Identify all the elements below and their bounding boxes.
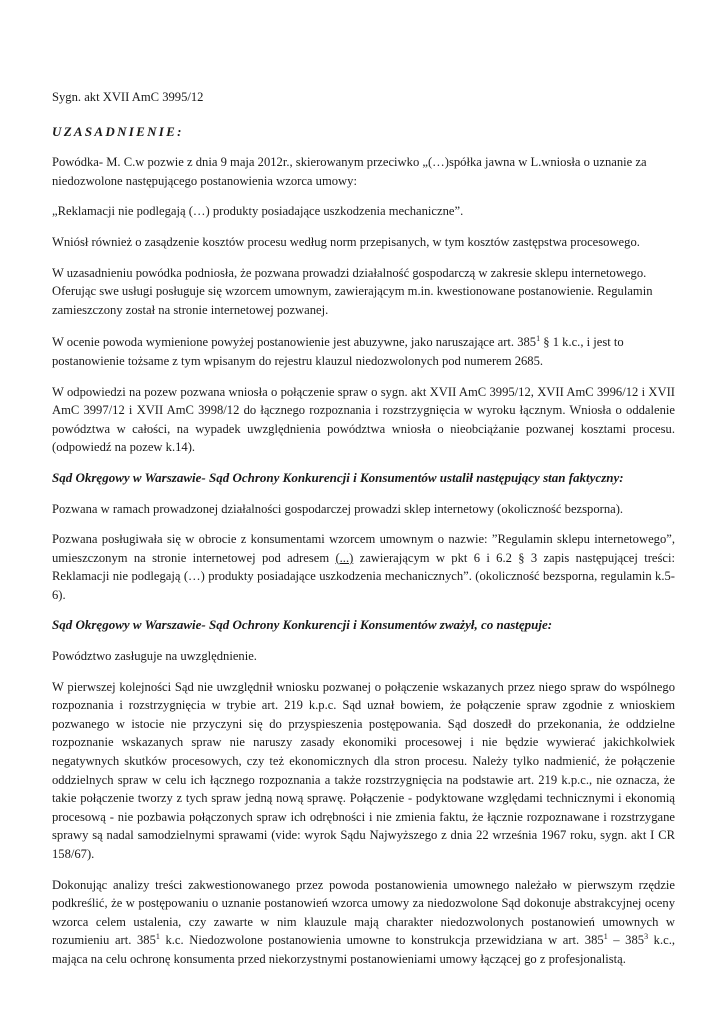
paragraph-11-text-b: k.c. Niedozwolone postanowienia umowne to konstrukcja przewidziana w art. 385	[159, 933, 604, 948]
paragraph-4: W uzasadnieniu powódka podniosła, że pozwana prowadzi działalność gospodarczą w zakresie sklepu internetowego. Oferując swe usługi posługuje się wzorcem umownym, zawierającym m.in. kwestionowane postanowienie. Regulamin zamieszczony został na stronie internetowej pozwanej.	[52, 265, 653, 317]
paragraph-11	[52, 876, 675, 969]
paragraph-1: Powódka- M. C.w pozwie z dnia 9 maja 2012r., skierowanym przeciwko „(…)spółka jawna w L.wniosła o uznanie za niedozwolone następującego postanowienia wzorca umowy:	[52, 155, 647, 188]
paragraph-7: Pozwana w ramach prowadzonej działalności gospodarczej prowadzi sklep internetowy (okoliczność bezsporna).	[52, 501, 624, 516]
section-heading-uzasadnienie: UZASADNIENIE:	[52, 123, 184, 139]
paragraph-5-superscript: 1	[536, 334, 541, 344]
paragraph-8-text-a: Pozwana posługiwała się w obrocie z konsumentami wzorcem umownym o nazwie: ”Regulamin sklepu internetowego”, umieszczonym na stronie internetowej pod adresem	[52, 532, 675, 565]
paragraph-6: W odpowiedzi na pozew pozwana wniosła o połączenie spraw o sygn. akt XVII AmC 3995/12, XVII AmC 3996/12 i XVII AmC 3997/12 i XVII AmC 3998/12 do łącznego rozpoznania i rozstrzygnięcia w wyroku łącznym. Wniosła o oddalenie powództwa w całości, na wypadek uwzględnienia powództwa wniosła o nieobciążanie pozwanej kosztami procesu. (odpowiedź na pozew k.14).	[52, 384, 675, 455]
case-signature: Sygn. akt XVII AmC 3995/12	[52, 90, 204, 104]
paragraph-2: „Reklamacji nie podlegają (…) produkty posiadające uszkodzenia mechaniczne”.	[52, 204, 464, 219]
paragraph-5-text-a: W ocenie powoda wymienione powyżej postanowienie jest abuzywne, jako naruszające art. 385	[52, 335, 537, 350]
paragraph-8	[52, 530, 675, 604]
considerations-heading: Sąd Okręgowy w Warszawie- Sąd Ochrony Konkurencji i Konsumentów zważył, co następuje:	[52, 617, 553, 633]
paragraph-11-superscript-3: 3	[644, 932, 649, 942]
paragraph-11-superscript-2: 1	[603, 932, 608, 942]
paragraph-5-text-b: § 1 k.c., i jest to postanowienie tożsame z tym wpisanym do rejestru klauzul niedozwolonych pod numerem 2685.	[52, 335, 624, 368]
findings-heading: Sąd Okręgowy w Warszawie- Sąd Ochrony Konkurencji i Konsumentów ustalił następujący stan faktyczny:	[52, 469, 624, 485]
paragraph-10: W pierwszej kolejności Sąd nie uwzględnił wniosku pozwanej o połączenie wskazanych przez niego spraw do wspólnego rozpoznania i rozstrzygnięcia w trybie art. 219 k.p.c. Sąd uznał bowiem, że połączenie spraw zgodnie z wnioskiem pozwanego w istocie nie przyczyni się do przyspieszenia postępowania. Sąd doszedł do przekonania, że oddzielne rozpoznanie wskazanych spraw nie naruszy zasady ekonomiki procesowej i nie będzie wywierać jakichkolwiek negatywnych skutków procesowych, czy też ekonomicznych dla stron procesu. Należy tylko nadmienić, że połączenie oddzielnych spraw w celu ich łącznego rozpoznania a także rozstrzygnięcia na podstawie art. 219 k.p.c., nie oznacza, że takie połączenie tworzy z tych spraw jedną nową sprawę. Połączenie - podyktowane względami technicznymi i ekonomią procesową - nie pozbawia połączonych spraw ich odrębności i nie zmienia faktu, że łącznie rozpoznawane i rozstrzygane sprawy są nadal samodzielnymi sprawami (vide: wyrok Sądu Najwyższego z dnia 22 września 1967 roku, sygn. akt I CR 158/67).	[52, 679, 675, 861]
paragraph-11-text-a: Dokonując analizy treści zakwestionowanego przez powoda postanowienia umownego należało w pierwszym rzędzie podkreślić, że w postępowaniu o uznanie postanowień wzorca umowy za niedozwolone Sąd dokonuje abstrakcyjnej oceny wzorca celem ustalenia, czy zawarte w nim klauzule mają charakter niedozwolonych postanowień umownych w rozumieniu art. 385	[52, 877, 675, 948]
paragraph-11-superscript-1: 1	[155, 932, 160, 942]
paragraph-5	[52, 333, 675, 370]
paragraph-11-text-d: k.c., mająca na celu ochronę konsumenta przed niekorzystnymi postanowieniami umowy łączącej go z profesjonalistą.	[52, 933, 676, 966]
paragraph-9: Powództwo zasługuje na uwzględnienie.	[52, 649, 257, 664]
paragraph-8-text-b: zawierającym w pkt 6 i 6.2 § 3 zapis następującej treści: Reklamacji nie podlegają (…) produkty posiadające uszkodzenia mechanicznych”. (okoliczność bezsporna, regulamin k.5-6).	[52, 550, 675, 602]
paragraph-3: Wniósł również o zasądzenie kosztów procesu według norm przepisanych, w tym kosztów zastępstwa procesowego.	[52, 234, 640, 249]
website-address-link[interactable]: (...)	[335, 550, 354, 565]
paragraph-11-text-c: – 385	[607, 933, 645, 948]
